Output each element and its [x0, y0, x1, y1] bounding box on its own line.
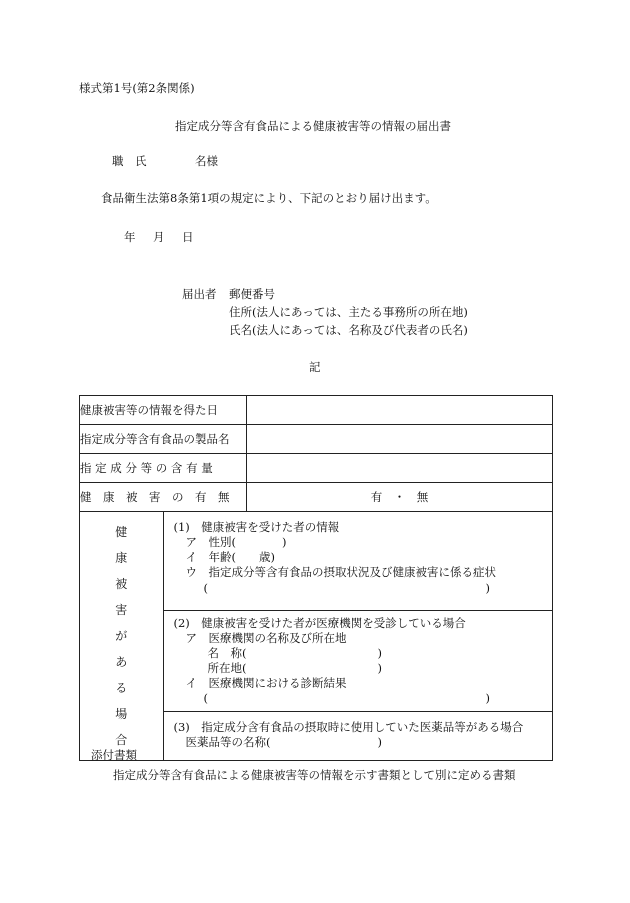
paren-close: ) — [485, 581, 490, 595]
side-label-vertical: 健 康 被 害 が あ る 場 合 — [80, 512, 164, 761]
paren-close: ) — [377, 734, 382, 749]
row-label: 健康被害等の情報を得た日 — [80, 396, 247, 425]
form-number: 様式第1号(第2条関係) — [79, 81, 195, 95]
row-label: 指 定 成 分 等 の 含 有 量 — [80, 454, 247, 483]
ki-marker: 記 — [309, 360, 321, 374]
date-obtained-field[interactable] — [247, 396, 553, 425]
product-name-field[interactable] — [247, 425, 553, 454]
paren-open: ( — [203, 690, 208, 705]
institution-name-field[interactable]: 名 称( — [207, 645, 247, 660]
notifier-label: 届出者 — [182, 287, 217, 301]
notifier-name: 氏名(法人にあっては、名称及び代表者の氏名) — [229, 323, 468, 337]
health-damage-yes-no[interactable]: 有 ・ 無 — [247, 483, 553, 512]
section-1-heading: (1) 健康被害を受けた者の情報 — [173, 520, 340, 534]
table-row — [80, 454, 553, 483]
paren-close: ) — [377, 660, 382, 675]
sex-field[interactable]: ア 性別( ) — [185, 535, 287, 549]
notifier-address: 住所(法人にあっては、主たる事務所の所在地) — [229, 305, 468, 319]
date-line: 年 月 日 — [124, 230, 197, 244]
drug-name-field[interactable]: 医薬品等の名称( — [185, 734, 271, 749]
row-label: 健 康 被 害 の 有 無 — [80, 483, 247, 512]
attachments-label: 添付書類 — [91, 748, 137, 762]
age-field[interactable]: イ 年齢( 歳) — [185, 550, 275, 564]
addressee-title: 職 氏 — [112, 154, 147, 168]
addressee-honorific: 名様 — [195, 154, 218, 168]
medical-institution-label: ア 医療機関の名称及び所在地 — [185, 630, 347, 645]
report-table — [79, 395, 553, 761]
section-2-heading: (2) 健康被害を受けた者が医療機関を受診している場合 — [173, 615, 466, 630]
section-3-heading: (3) 指定成分含有食品の摂取時に使用していた医薬品等がある場合 — [173, 719, 524, 734]
notifier-postal: 郵便番号 — [229, 287, 275, 301]
section-2 — [163, 610, 553, 711]
statement: 食品衛生法第8条第1項の規定により、下記のとおり届け出ます。 — [101, 191, 437, 205]
document-title: 指定成分等含有食品による健康被害等の情報の届出書 — [175, 119, 451, 133]
section-1 — [163, 512, 553, 611]
content-amount-field[interactable] — [247, 454, 553, 483]
paren-close: ) — [377, 645, 382, 660]
institution-location-field[interactable]: 所在地( — [207, 660, 247, 675]
diagnosis-label: イ 医療機関における診断結果 — [185, 675, 347, 690]
table-row — [80, 483, 553, 512]
attachments-text: 指定成分等含有食品による健康被害等の情報を示す書類として別に定める書類 — [113, 768, 516, 782]
table-row — [80, 425, 553, 454]
table-row — [80, 512, 553, 611]
table-row — [80, 396, 553, 425]
paren-open: ( — [203, 581, 208, 595]
symptoms-label: ウ 指定成分等含有食品の摂取状況及び健康被害に係る症状 — [185, 565, 496, 579]
paren-close: ) — [485, 690, 490, 705]
row-label: 指定成分等含有食品の製品名 — [80, 425, 247, 454]
section-3 — [163, 711, 553, 760]
